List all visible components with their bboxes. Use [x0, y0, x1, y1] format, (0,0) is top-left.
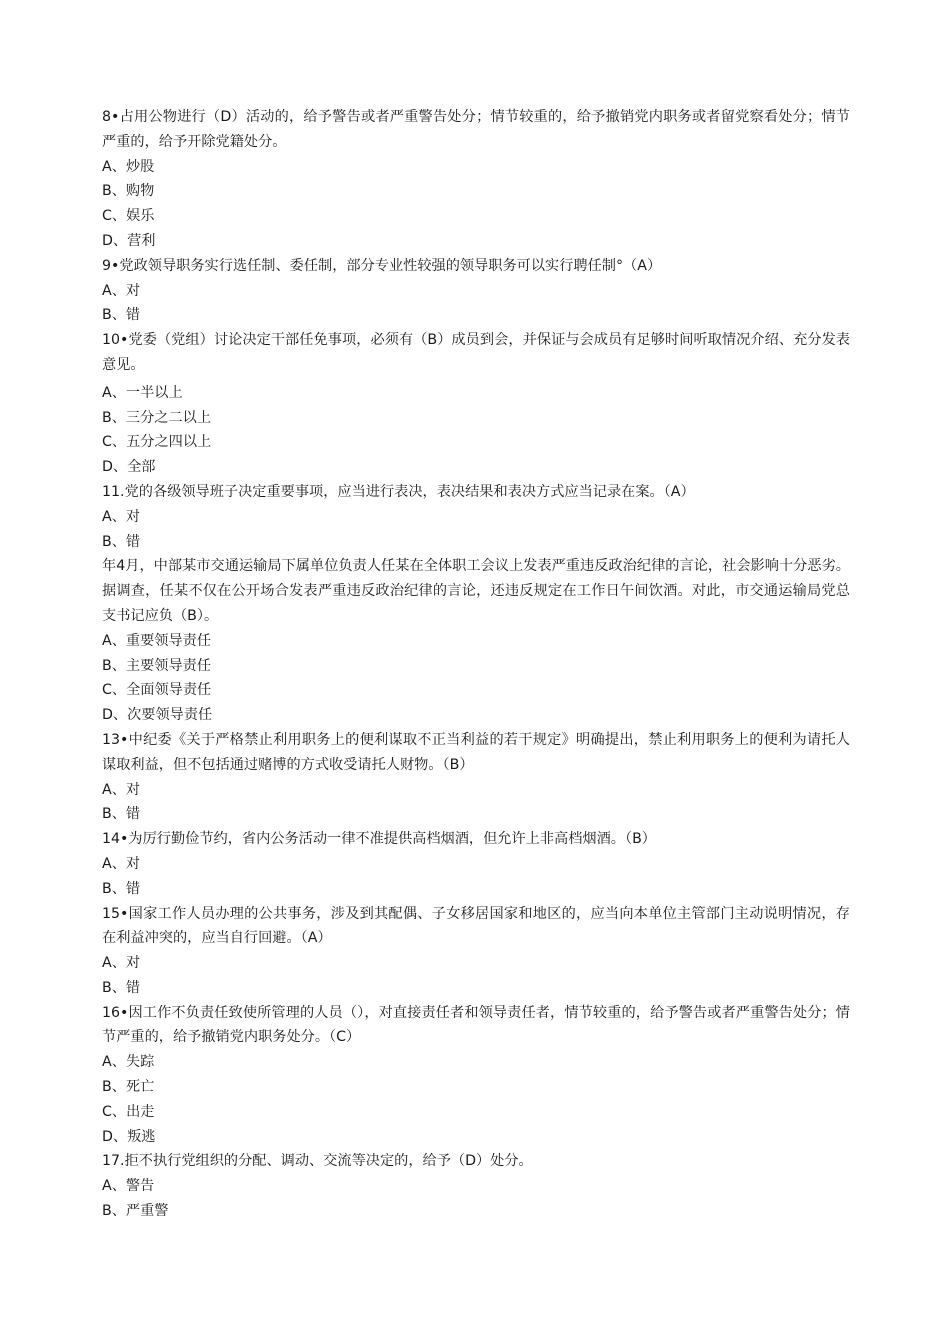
- option-11-a: A、对: [102, 508, 141, 525]
- option-17-a: A、警告: [102, 1178, 155, 1195]
- option-10-c: C、五分之四以上: [102, 434, 212, 451]
- option-15-b: B、错: [102, 979, 141, 996]
- option-12-a: A、重要领导责任: [102, 632, 212, 649]
- option-14-a: A、对: [102, 855, 141, 872]
- option-9-a: A、对: [102, 282, 141, 299]
- option-14-b: B、错: [102, 880, 141, 897]
- question-9: 9•党政领导职务实行选任制、委任制，部分专业性较强的领导职务可以实行聘任制°（A）: [102, 257, 662, 274]
- option-8-a: A、炒股: [102, 158, 155, 175]
- option-10-a: A、一半以上: [102, 384, 183, 401]
- option-13-a: A、对: [102, 781, 141, 798]
- option-12-c: C、全面领导责任: [102, 682, 212, 699]
- option-8-c: C、娱乐: [102, 208, 155, 225]
- question-13: 13•中纪委《关于严格禁止利用职务上的便利谋取不正当利益的若干规定》明确提出，禁止利用职务上的便利为请托人谋取利益，但不包括通过赌博的方式收受请托人财物。（B）: [102, 731, 850, 773]
- option-9-b: B、错: [102, 307, 141, 324]
- option-16-d: D、叛逃: [102, 1128, 156, 1145]
- option-15-a: A、对: [102, 955, 141, 972]
- document-page: [102, 105, 850, 1220]
- question-12: 年4月，中部某市交通运输局下属单位负责人任某在全体职工会议上发表严重违反政治纪律的言论，社会影响十分恶劣。据调查，任某不仅在公开场合发表严重违反政治纪律的言论，还违反规定在工作日午间饮酒。对此，市交通运输局党总支书记应负（B）。: [102, 558, 850, 624]
- option-16-b: B、死亡: [102, 1079, 155, 1096]
- option-8-d: D、营利: [102, 232, 156, 249]
- option-10-b: B、三分之二以上: [102, 409, 212, 426]
- question-8: 8•占用公物进行（D）活动的，给予警告或者严重警告处分；情节较重的，给予撤销党内职务或者留党察看处分；情节严重的，给予开除党籍处分。: [102, 109, 850, 150]
- option-16-a: A、失踪: [102, 1054, 155, 1071]
- question-14: 14•为厉行勤俭节约，省内公务活动一律不准提供高档烟酒，但允许上非高档烟酒。（B）: [102, 831, 656, 848]
- question-16: 16•因工作不负责任致使所管理的人员（），对直接责任者和领导责任者，情节较重的，给予警告或者严重警告处分；情节严重的，给予撤销党内职务处分。（C）: [102, 1004, 850, 1046]
- question-11: 11.党的各级领导班子决定重要事项，应当进行表决，表决结果和表决方式应当记录在案。（A）: [102, 483, 695, 500]
- option-8-b: B、购物: [102, 183, 155, 200]
- option-10-d: D、全部: [102, 459, 156, 476]
- option-12-d: D、次要领导责任: [102, 707, 213, 724]
- question-10: 10•党委（党组）讨论决定干部任免事项，必须有（B）成员到会，并保证与会成员有足够时间听取情况介绍、充分发表意见。: [102, 332, 850, 373]
- option-16-c: C、出走: [102, 1103, 155, 1120]
- option-17-b-cut: B、严重警: [102, 1203, 169, 1220]
- option-11-b: B、错: [102, 533, 141, 550]
- question-17: 17.拒不执行党组织的分配、调动、交流等决定的，给予（D）处分。: [102, 1153, 533, 1170]
- option-12-b: B、主要领导责任: [102, 657, 212, 674]
- option-13-b: B、错: [102, 806, 141, 823]
- question-15: 15•国家工作人员办理的公共事务，涉及到其配偶、子女移居国家和地区的，应当向本单位主管部门主动说明情况，存在利益冲突的，应当自行回避。（A）: [102, 905, 850, 947]
